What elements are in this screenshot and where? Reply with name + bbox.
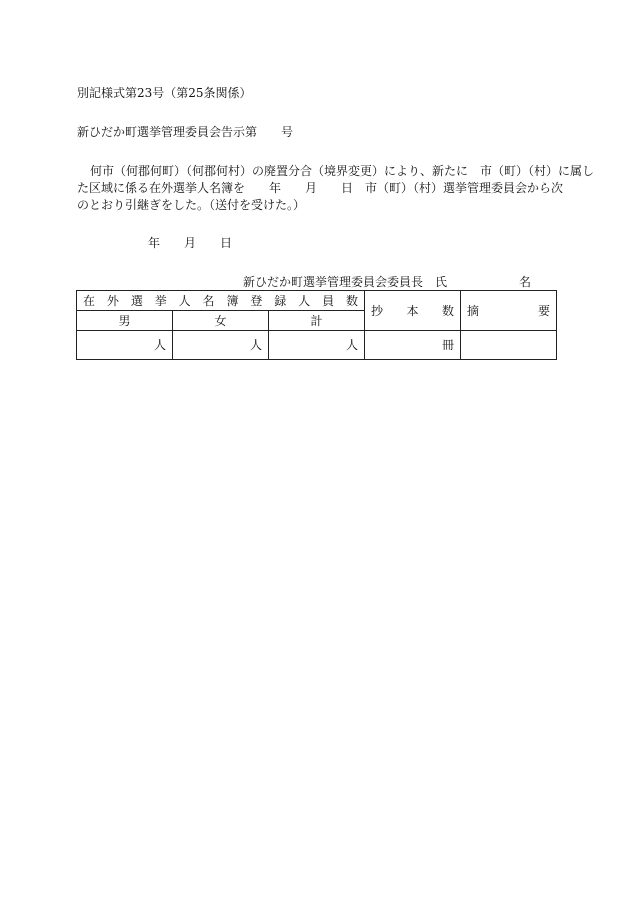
signature-line: 新ひだか町選挙管理委員会委員長 氏 名 — [243, 275, 532, 289]
subheader-total: 計 — [269, 311, 365, 331]
date-line: 年 月 日 — [148, 236, 233, 250]
body-text-line: のとおり引継ぎをした。（送付を受けた。） — [77, 198, 306, 212]
registry-table — [76, 290, 557, 360]
subheader-male: 男 — [77, 311, 173, 331]
cell-total-count: 人 — [269, 331, 365, 360]
body-text-line: た区域に係る在外選挙人名簿を 年 月 日 市（町）（村）選挙管理委員会から次 — [77, 181, 564, 195]
subheader-female: 女 — [173, 311, 269, 331]
cell-female-count: 人 — [173, 331, 269, 360]
header-copy-count: 抄 本 数 — [365, 291, 461, 331]
body-text-line: 何市（何郡何町）（何郡何村）の廃置分合（境界変更）により、新たに 市（町）（村）に属し — [90, 164, 595, 178]
form-number: 別記様式第23号（第25条関係） — [77, 86, 252, 100]
header-registrant-count: 在外選挙人名簿登録人員数 — [77, 291, 365, 311]
cell-male-count: 人 — [77, 331, 173, 360]
table-value-row — [77, 331, 557, 360]
header-summary: 摘 要 — [461, 291, 557, 331]
cell-summary — [461, 331, 557, 360]
cell-copy-count: 冊 — [365, 331, 461, 360]
notice-title: 新ひだか町選挙管理委員会告示第 号 — [77, 125, 294, 139]
table-header-row — [77, 291, 557, 311]
